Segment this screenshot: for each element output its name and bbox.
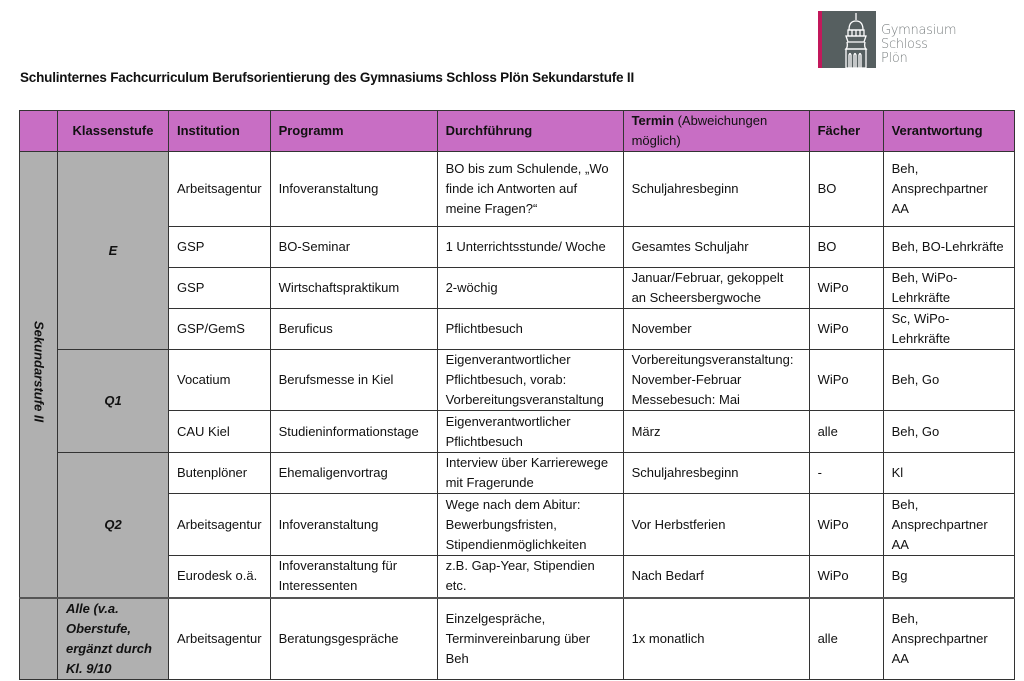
cell-verantwortung: Beh, Go xyxy=(883,411,1014,453)
level-q2: Q2 xyxy=(58,453,169,598)
cell-termin: November xyxy=(623,309,809,350)
logo-line-3: Plön xyxy=(881,51,908,66)
table-row xyxy=(20,309,1015,350)
cell-termin: Nach Bedarf xyxy=(623,556,809,598)
cell-programm: Beruficus xyxy=(270,309,437,350)
school-logo xyxy=(818,11,876,68)
cell-termin: März xyxy=(623,411,809,453)
cell-programm: Infoveranstaltung xyxy=(270,494,437,556)
cell-institution: Arbeitsagentur xyxy=(169,598,271,680)
header-blank xyxy=(20,111,58,152)
cell-termin: Vorbereitungsveranstaltung: November-Februar Messebesuch: Mai xyxy=(623,350,809,411)
cell-faecher: WiPo xyxy=(809,494,883,556)
cell-faecher: WiPo xyxy=(809,556,883,598)
level-q1: Q1 xyxy=(58,350,169,453)
cell-durchfuehrung: z.B. Gap-Year, Stipendien etc. xyxy=(437,556,623,598)
cell-verantwortung: Beh, BO-Lehrkräfte xyxy=(883,227,1014,268)
cell-programm: Ehemaligenvortrag xyxy=(270,453,437,494)
cell-durchfuehrung: Einzelgespräche, Terminvereinbarung über Beh xyxy=(437,598,623,680)
cell-termin: Schuljahresbeginn xyxy=(623,152,809,227)
level-e: E xyxy=(58,152,169,350)
cell-institution: Vocatium xyxy=(169,350,271,411)
cell-verantwortung: Beh, WiPo-Lehrkräfte xyxy=(883,268,1014,309)
cell-verantwortung: Bg xyxy=(883,556,1014,598)
cell-institution: GSP xyxy=(169,227,271,268)
cell-durchfuehrung: Eigenverantwortlicher Pflichtbesuch, vorab: Vorbereitungsveranstaltung xyxy=(437,350,623,411)
cell-verantwortung: Beh, Ansprechpartner AA xyxy=(883,494,1014,556)
table-row xyxy=(20,152,1015,227)
cell-durchfuehrung: Pflichtbesuch xyxy=(437,309,623,350)
cell-durchfuehrung: Wege nach dem Abitur: Bewerbungsfristen, Stipendienmöglichkeiten xyxy=(437,494,623,556)
curriculum-table xyxy=(19,110,1015,680)
cell-programm: Berufsmesse in Kiel xyxy=(270,350,437,411)
table-row xyxy=(20,350,1015,411)
cell-programm: BO-Seminar xyxy=(270,227,437,268)
cell-institution: Eurodesk o.ä. xyxy=(169,556,271,598)
cell-programm: Infoveranstaltung für Interessenten xyxy=(270,556,437,598)
castle-tower-icon xyxy=(818,11,876,68)
cell-verantwortung: Sc, WiPo-Lehrkräfte xyxy=(883,309,1014,350)
cell-faecher: BO xyxy=(809,227,883,268)
cell-institution: Arbeitsagentur xyxy=(169,494,271,556)
header-termin xyxy=(623,111,809,152)
table-row xyxy=(20,268,1015,309)
cell-termin: Vor Herbstferien xyxy=(623,494,809,556)
cell-verantwortung: Beh, Go xyxy=(883,350,1014,411)
cell-termin: Januar/Februar, gekoppelt an Scheersbergwoche xyxy=(623,268,809,309)
cell-faecher: alle xyxy=(809,598,883,680)
cell-verantwortung: Beh, Ansprechpartner AA xyxy=(883,598,1014,680)
cell-faecher: BO xyxy=(809,152,883,227)
cell-durchfuehrung: Interview über Karrierewege mit Fragerunde xyxy=(437,453,623,494)
table-row xyxy=(20,227,1015,268)
cell-institution: GSP xyxy=(169,268,271,309)
header-termin-note: (Abweichungen möglich) xyxy=(631,113,768,148)
cell-faecher: WiPo xyxy=(809,309,883,350)
cell-faecher: alle xyxy=(809,411,883,453)
cell-programm: Studieninformationstage xyxy=(270,411,437,453)
cell-durchfuehrung: Eigenverantwortlicher Pflichtbesuch xyxy=(437,411,623,453)
cell-programm: Infoveranstaltung xyxy=(270,152,437,227)
header-row xyxy=(20,111,1015,152)
header-klassenstufe: Klassenstufe xyxy=(58,111,169,152)
cell-institution: CAU Kiel xyxy=(169,411,271,453)
cell-verantwortung: Kl xyxy=(883,453,1014,494)
logo-line-2: Schloss xyxy=(881,37,928,52)
logo-wordmark xyxy=(881,24,956,66)
table-row xyxy=(20,556,1015,598)
table-row xyxy=(20,411,1015,453)
header-termin-bold: Termin xyxy=(631,113,674,128)
cell-termin: Schuljahresbeginn xyxy=(623,453,809,494)
cell-durchfuehrung: BO bis zum Schulende, „Wo finde ich Antworten auf meine Fragen?“ xyxy=(437,152,623,227)
logo-line-1: Gymnasium xyxy=(881,23,957,38)
cell-durchfuehrung: 1 Unterrichtsstunde/ Woche xyxy=(437,227,623,268)
cell-institution: Arbeitsagentur xyxy=(169,152,271,227)
header-institution: Institution xyxy=(169,111,271,152)
cell-faecher: WiPo xyxy=(809,350,883,411)
cell-programm: Beratungsgespräche xyxy=(270,598,437,680)
section-cell-blank xyxy=(20,598,58,680)
document-title: Schulinternes Fachcurriculum Berufsorientierung des Gymnasiums Schloss Plön Sekundarstufe II xyxy=(20,70,635,85)
header-verantwortung: Verantwortung xyxy=(883,111,1014,152)
table-row xyxy=(20,494,1015,556)
cell-faecher: WiPo xyxy=(809,268,883,309)
cell-programm: Wirtschaftspraktikum xyxy=(270,268,437,309)
table-row xyxy=(20,598,1015,680)
header-faecher: Fächer xyxy=(809,111,883,152)
cell-institution: Butenplöner xyxy=(169,453,271,494)
header-programm: Programm xyxy=(270,111,437,152)
cell-faecher: - xyxy=(809,453,883,494)
cell-institution: GSP/GemS xyxy=(169,309,271,350)
cell-durchfuehrung: 2-wöchig xyxy=(437,268,623,309)
level-alle: Alle (v.a. Oberstufe, ergänzt durch Kl. 9/10 xyxy=(58,598,169,680)
cell-termin: Gesamtes Schuljahr xyxy=(623,227,809,268)
section-label: Sekundarstufe II xyxy=(31,320,47,422)
header-durchfuehrung: Durchführung xyxy=(437,111,623,152)
table-row xyxy=(20,453,1015,494)
cell-termin: 1x monatlich xyxy=(623,598,809,680)
cell-verantwortung: Beh, Ansprechpartner AA xyxy=(883,152,1014,227)
section-cell xyxy=(20,152,58,598)
